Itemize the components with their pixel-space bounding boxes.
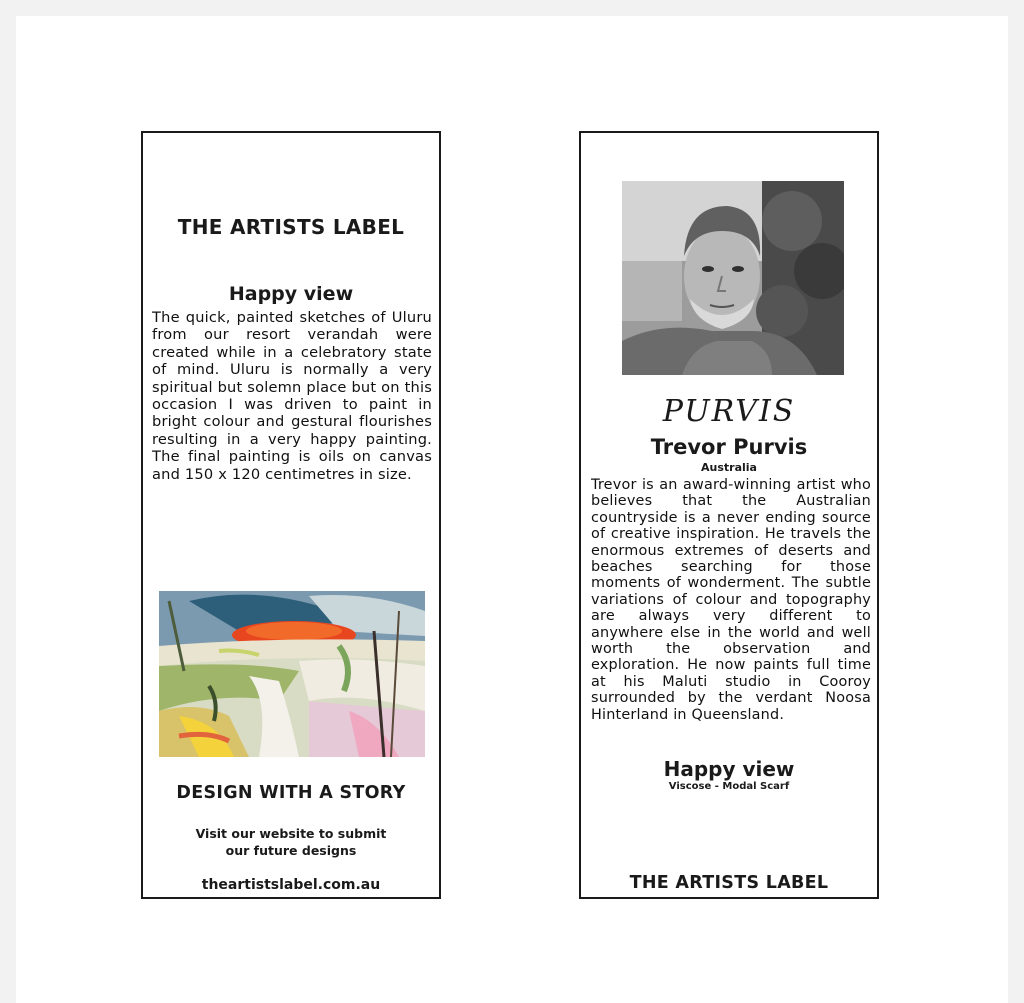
document-page [16,16,1008,1003]
svg-text:PURVIS: PURVIS [662,394,796,429]
painting-image [159,591,425,757]
artist-photo [622,181,844,375]
brand-footer: THE ARTISTS LABEL [629,873,829,893]
product-material: Viscose - Modal Scarf [668,781,790,792]
painting-title: Happy view [228,283,354,305]
cta-line-1: Visit our website to submit [195,826,387,841]
story-card [141,131,441,899]
painting-description: The quick, painted sketches of Uluru from our resort verandah were created while in a celebratory state of mind. Uluru is normally a very spiritual but solemn place but on this occasion I was driven to paint in bright colour and gestural flourishes resulting in a very happy painting. The final painting is oils on canvas and 150 x 120 centimetres in size. [152,309,432,483]
website-link[interactable]: theartistslabel.com.au [201,877,381,893]
artist-card [579,131,879,899]
product-title: Happy view [663,757,795,781]
tagline: DESIGN WITH A STORY [176,783,406,803]
brand-title: THE ARTISTS LABEL [177,215,405,239]
artist-bio: Trevor is an award-winning artist who believes that the Australian countryside is a never ending source of creative inspiration. He travels the enormous extremes of deserts and beaches searching for those moments of wonderment. The subtle variations of colour and topography are always very different to anywhere else in the world and well worth the observation and exploration. He now paints full time at his Maluti studio in Cooroy surrounded by the verdant Noosa Hinterland in Queensland. [591,477,871,723]
artist-signature [581,383,877,433]
cta-line-2: our future designs [225,843,357,858]
artist-name: Trevor Purvis [650,435,808,459]
artist-country: Australia [701,461,757,474]
